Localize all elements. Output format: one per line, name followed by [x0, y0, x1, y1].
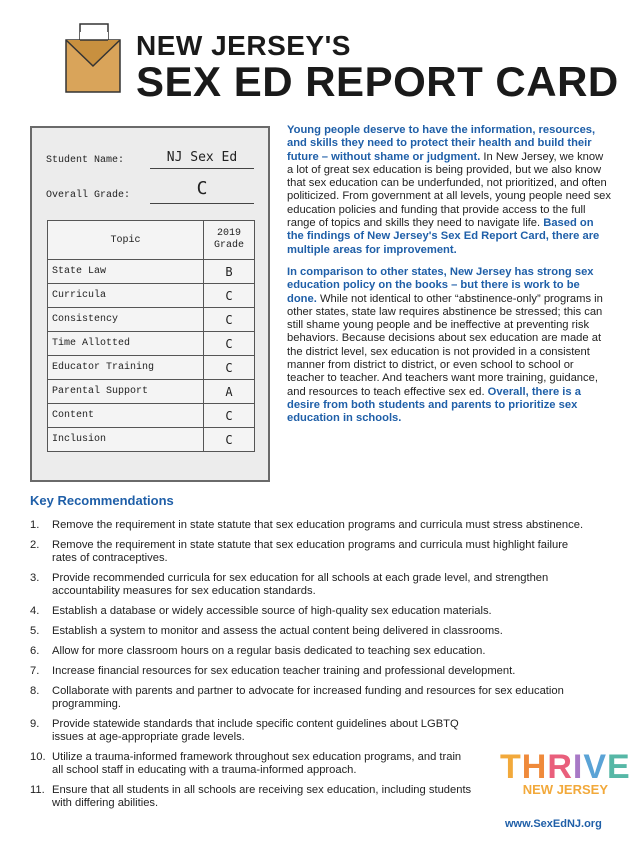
topic-cell: State Law — [48, 260, 204, 284]
list-item: 6. Allow for more classroom hours on a regular basis dedicated to teaching sex education. — [30, 645, 486, 657]
table-row — [48, 428, 255, 452]
report-card — [30, 126, 270, 482]
col-year-label: 2019 — [216, 228, 241, 239]
col-grade-label: Grade — [213, 240, 244, 251]
list-item: 10. Utilize a trauma-informed framework throughout sex education programs, and train all school staff in educating with a trauma-informed approach. — [30, 751, 462, 776]
intro-p1-tail: Based on the findings of New Jersey's Sex Ed Report Card, there are multiple areas for improvement. — [287, 217, 600, 256]
list-item: 2. Remove the requirement in state statute that sex education programs and curricula must highlight failure rates of contraceptives. — [30, 539, 569, 564]
list-item: 4. Establish a database or widely accessible source of high-quality sex education materials. — [30, 605, 492, 617]
table-row — [48, 308, 255, 332]
table-row — [48, 380, 255, 404]
grade-cell: A — [204, 380, 255, 404]
envelope-icon — [62, 22, 124, 94]
thrive-wordmark: THRIVE — [500, 748, 631, 786]
logo-subtitle: NEW JERSEY — [522, 782, 608, 797]
topic-cell: Parental Support — [48, 380, 204, 404]
list-item: 9. Provide statewide standards that include specific content guidelines about LGBTQ issues at age-appropriate grade levels. — [30, 718, 459, 743]
list-item: 8. Collaborate with parents and partner to advocate for increased funding and resources for sex education programming. — [30, 685, 564, 710]
overall-grade-label: Overall Grade: — [46, 190, 131, 201]
col-topic: Topic — [48, 221, 204, 260]
topic-cell: Educator Training — [48, 356, 204, 380]
intro-p2-body: While not identical to other “abstinence-only” programs in other states, state law requires abstinence be stressed; this can still shame young people and be ineffective at preventing risk behaviors. Because decisions about sex education are made at the district level, sex education is not provided in a consistent manner from district to district, or even school to school or teacher to teacher. And teachers want more training, guidance, and resources to teach effective sex ed. — [287, 292, 603, 398]
table-row — [48, 332, 255, 356]
intro-p1-body: In New Jersey, we know a lot of great sex education is being provided, but we also know that sex education can be underfunded, not prioritized, and often politicized. From government at all levels, young people need sex education policies and funding that provide access to the full range of topics and skills they need to navigate life. — [287, 150, 611, 230]
grade-cell: C — [204, 284, 255, 308]
topic-cell: Content — [48, 404, 204, 428]
list-item: 5. Establish a system to monitor and assess the actual content being delivered in classrooms. — [30, 625, 503, 637]
grade-cell: B — [204, 260, 255, 284]
intro-p2-tail: Overall, there is a desire from both students and parents to prioritize sex education in schools. — [287, 385, 581, 425]
intro-paragraph-1 — [287, 124, 612, 257]
thrive-logo — [500, 748, 631, 797]
student-name-value: NJ Sex Ed — [166, 150, 238, 165]
recommendations-title: Key Recommendations — [30, 493, 174, 508]
grade-cell: C — [204, 332, 255, 356]
topic-cell: Curricula — [48, 284, 204, 308]
list-item: 11. Ensure that all students in all schools are receiving sex education, including students with differing abilities. — [30, 784, 472, 809]
title-line-1: NEW JERSEY'S — [136, 30, 351, 61]
grade-cell: C — [204, 428, 255, 452]
table-row — [48, 284, 255, 308]
intro-paragraph-2 — [287, 266, 612, 426]
grade-cell: C — [204, 356, 255, 380]
list-item: 7. Increase financial resources for sex education teacher training and professional development. — [30, 665, 516, 677]
grades-table — [47, 220, 255, 452]
col-grade — [204, 221, 255, 260]
table-row — [48, 356, 255, 380]
list-item: 3. Provide recommended curricula for sex education for all schools at each grade level, and strengthen accountability measures for sex education standards. — [30, 572, 549, 597]
intro-p2-lead: In comparison to other states, New Jersey has strong sex education policy on the books – but there is work to be done. — [287, 265, 594, 305]
website-link[interactable]: www.SexEdNJ.org — [505, 818, 602, 830]
topic-cell: Consistency — [48, 308, 204, 332]
overall-grade-underline — [150, 203, 254, 204]
grade-cell: C — [204, 308, 255, 332]
grade-cell: C — [204, 404, 255, 428]
table-row — [48, 404, 255, 428]
overall-grade-value: C — [196, 178, 208, 199]
list-item: 1. Remove the requirement in state statute that sex education programs and curricula must stress abstinence. — [30, 519, 584, 531]
topic-cell: Time Allotted — [48, 332, 204, 356]
student-name-underline — [150, 168, 254, 169]
student-name-label: Student Name: — [46, 155, 125, 166]
intro-p1-lead: Young people deserve to have the information, resources, and skills they need to protect their health and build their future – without shame or judgment. — [287, 124, 596, 163]
topic-cell: Inclusion — [48, 428, 204, 452]
intro-text — [287, 124, 612, 435]
table-row — [48, 260, 255, 284]
title-line-2: SEX ED REPORT CARD — [136, 58, 619, 105]
